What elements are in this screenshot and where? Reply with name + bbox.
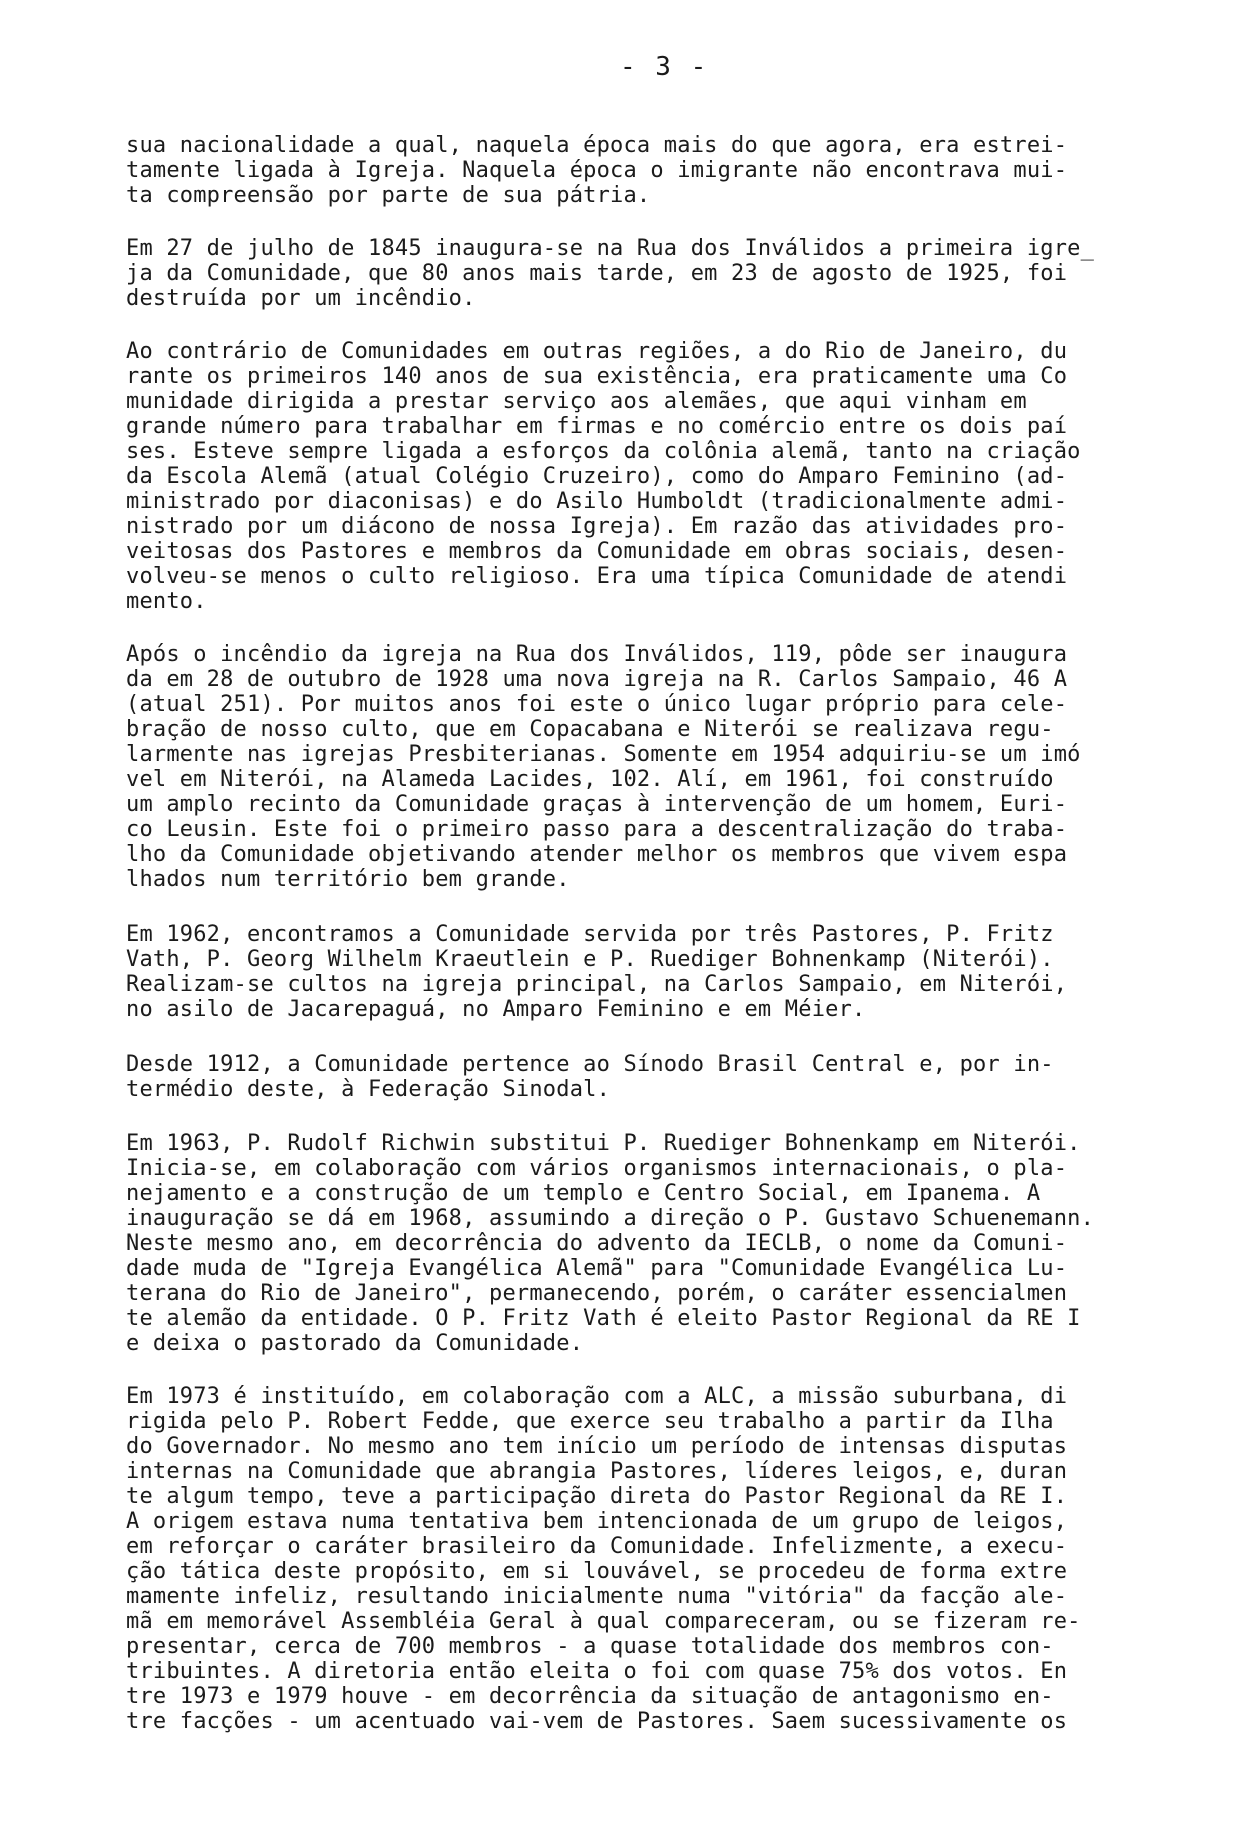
text-line: um amplo recinto da Comunidade graças à intervenção de um homem, Euri- <box>126 792 1068 817</box>
text-line: terana do Rio de Janeiro", permanecendo, porém, o caráter essencialmen <box>126 1281 1068 1306</box>
paragraph-new-church <box>126 642 1216 892</box>
text-line: presentar, cerca de 700 membros - a quase totalidade dos membros con- <box>126 1634 1054 1659</box>
text-line: ja da Comunidade, que 80 anos mais tarde, em 23 de agosto de 1925, foi <box>126 261 1068 286</box>
text-line: co Leusin. Este foi o primeiro passo para a descentralização do traba- <box>126 817 1068 842</box>
text-line: ta compreensão por parte de sua pátria. <box>126 183 651 208</box>
text-line: ses. Esteve sempre ligada a esforços da colônia alemã, tanto na criação <box>126 439 1081 464</box>
text-line: bração de nosso culto, que em Copacabana e Niterói se realizava regu- <box>126 717 1054 742</box>
text-line: internas na Comunidade que abrangia Pastores, líderes leigos, e, duran <box>126 1459 1068 1484</box>
text-line: te alemão da entidade. O P. Fritz Vath é eleito Pastor Regional da RE I <box>126 1306 1081 1331</box>
text-line: nejamento e a construção de um templo e Centro Social, em Ipanema. A <box>126 1181 1041 1206</box>
paragraph-1973-disputes <box>126 1384 1216 1734</box>
paragraph-german-community <box>126 339 1216 614</box>
text-line: sua nacionalidade a qual, naquela época mais do que agora, era estrei- <box>126 133 1068 158</box>
text-line: mamente infeliz, resultando inicialmente numa "vitória" da facção ale- <box>126 1584 1068 1609</box>
paragraph-synod <box>126 1052 1216 1102</box>
text-line: tre facções - um acentuado vai-vem de Pastores. Saem sucessivamente os <box>126 1709 1068 1734</box>
text-line: destruída por um incêndio. <box>126 286 476 311</box>
text-line: da em 28 de outubro de 1928 uma nova igreja na R. Carlos Sampaio, 46 A <box>126 667 1068 692</box>
text-line: vel em Niterói, na Alameda Lacides, 102. Alí, em 1961, foi construído <box>126 767 1054 792</box>
text-line: volveu-se menos o culto religioso. Era uma típica Comunidade de atendi <box>126 564 1068 589</box>
paragraph-nationality <box>126 133 1216 208</box>
paragraph-1963-ipanema <box>126 1131 1216 1356</box>
text-line: grande número para trabalhar em firmas e no comércio entre os dois paí <box>126 414 1068 439</box>
text-line: A origem estava numa tentativa bem intencionada de um grupo de leigos, <box>126 1509 1068 1534</box>
text-line: dade muda de "Igreja Evangélica Alemã" para "Comunidade Evangélica Lu- <box>126 1256 1068 1281</box>
text-line: do Governador. No mesmo ano tem início um período de intensas disputas <box>126 1434 1068 1459</box>
text-line: Desde 1912, a Comunidade pertence ao Sínodo Brasil Central e, por in- <box>126 1052 1054 1077</box>
paragraph-1962-pastors <box>126 922 1216 1022</box>
text-line: no asilo de Jacarepaguá, no Amparo Feminino e em Méier. <box>126 997 866 1022</box>
text-line: e deixa o pastorado da Comunidade. <box>126 1331 584 1356</box>
text-line: ção tática deste propósito, em si louvável, se procedeu de forma extre <box>126 1559 1068 1584</box>
text-line: Realizam-se cultos na igreja principal, na Carlos Sampaio, em Niterói, <box>126 972 1068 997</box>
text-line: Vath, P. Georg Wilhelm Kraeutlein e P. Ruediger Bohnenkamp (Niterói). <box>126 947 1054 972</box>
text-line: tamente ligada à Igreja. Naquela época o imigrante não encontrava mui- <box>126 158 1068 183</box>
text-line: inauguração se dá em 1968, assumindo a direção o P. Gustavo Schuenemann. <box>126 1206 1095 1231</box>
text-line: em reforçar o caráter brasileiro da Comunidade. Infelizmente, a execu- <box>126 1534 1068 1559</box>
text-line: Neste mesmo ano, em decorrência do advento da IECLB, o nome da Comuni- <box>126 1231 1068 1256</box>
page-number: - 3 - <box>620 52 709 82</box>
text-line: Inicia-se, em colaboração com vários organismos internacionais, o pla- <box>126 1156 1068 1181</box>
text-line: mã em memorável Assembléia Geral à qual compareceram, ou se fizeram re- <box>126 1609 1081 1634</box>
text-line: termédio deste, à Federação Sinodal. <box>126 1077 611 1102</box>
text-line: Após o incêndio da igreja na Rua dos Inválidos, 119, pôde ser inaugura <box>126 642 1068 667</box>
text-line: Em 1962, encontramos a Comunidade servida por três Pastores, P. Fritz <box>126 922 1054 947</box>
text-line: ministrado por diaconisas) e do Asilo Humboldt (tradicionalmente admi- <box>126 489 1068 514</box>
text-line: veitosas dos Pastores e membros da Comunidade em obras sociais, desen- <box>126 539 1068 564</box>
text-line: larmente nas igrejas Presbiterianas. Somente em 1954 adquiriu-se um imó <box>126 742 1081 767</box>
text-line: (atual 251). Por muitos anos foi este o único lugar próprio para cele- <box>126 692 1068 717</box>
text-line: rigida pelo P. Robert Fedde, que exerce seu trabalho a partir da Ilha <box>126 1409 1054 1434</box>
text-line: mento. <box>126 589 207 614</box>
text-line: rante os primeiros 140 anos de sua existência, era praticamente uma Co <box>126 364 1068 389</box>
text-line: tre 1973 e 1979 houve - em decorrência da situação de antagonismo en- <box>126 1684 1054 1709</box>
text-line: Em 1963, P. Rudolf Richwin substitui P. Ruediger Bohnenkamp em Niterói. <box>126 1131 1081 1156</box>
text-line: tribuintes. A diretoria então eleita o foi com quase 75% dos votos. En <box>126 1659 1068 1684</box>
text-line: Em 1973 é instituído, em colaboração com a ALC, a missão suburbana, di <box>126 1384 1068 1409</box>
text-line: munidade dirigida a prestar serviço aos alemães, que aqui vinham em <box>126 389 1027 414</box>
paragraph-first-church <box>126 236 1216 311</box>
text-line: da Escola Alemã (atual Colégio Cruzeiro), como do Amparo Feminino (ad- <box>126 464 1068 489</box>
text-line: Ao contrário de Comunidades em outras regiões, a do Rio de Janeiro, du <box>126 339 1068 364</box>
text-line: nistrado por um diácono de nossa Igreja). Em razão das atividades pro- <box>126 514 1068 539</box>
text-line: lhados num território bem grande. <box>126 867 570 892</box>
text-line: lho da Comunidade objetivando atender melhor os membros que vivem espa <box>126 842 1068 867</box>
text-line: Em 27 de julho de 1845 inaugura-se na Rua dos Inválidos a primeira igre_ <box>126 236 1095 261</box>
text-line: te algum tempo, teve a participação direta do Pastor Regional da RE I. <box>126 1484 1068 1509</box>
